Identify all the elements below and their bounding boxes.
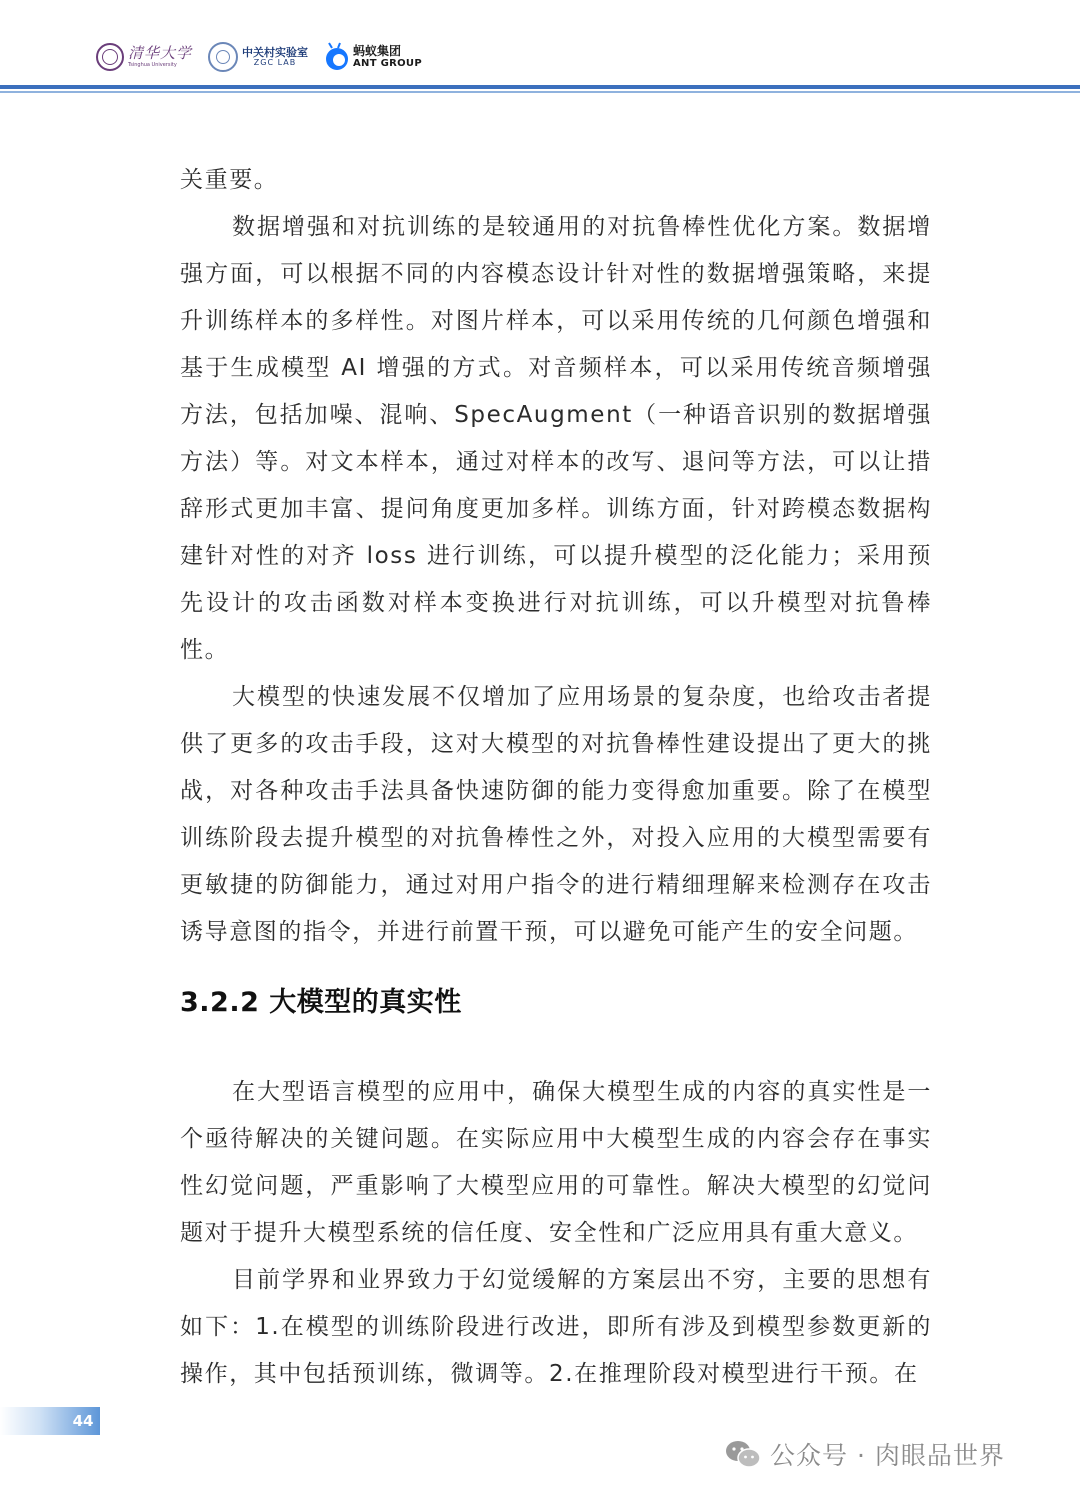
wechat-icon (724, 1439, 762, 1469)
ant-name: 蚂蚁集团 (353, 43, 402, 58)
page-header (0, 0, 1080, 100)
paragraph-hallucination-mitigation: 目前学界和业界致力于幻觉缓解的方案层出不穷，主要的思想有如下：1.在模型的训练阶段进行改进，即所有涉及到模型参数更新的操作，其中包括预训练，微调等。2.在推理阶段对模型进行干预。在 (180, 1267, 932, 1387)
section-heading: 3.2.2 大模型的真实性 (180, 987, 462, 1018)
header-rule-thin (0, 91, 1080, 93)
ant-group-logo (324, 42, 422, 72)
watermark (724, 1436, 1005, 1472)
page-number: 44 (72, 1412, 94, 1430)
ant-sub: ANT GROUP (353, 58, 422, 70)
watermark-text: 公众号 · 肉眼品世界 (770, 1441, 1005, 1470)
paragraph-continued: 关重要。 (180, 167, 279, 193)
tsinghua-sub: Tsinghua University (128, 62, 177, 68)
paragraph-truthfulness: 在大型语言模型的应用中，确保大模型生成的内容的真实性是一个亟待解决的关键问题。在实际应用中大模型生成的内容会存在事实性幻觉问题，严重影响了大模型应用的可靠性。解决大模型的幻觉问题对于提升大模型系统的信任度、安全性和广泛应用具有重大意义。 (180, 1079, 932, 1246)
header-rule-thick (0, 85, 1080, 89)
ant-icon (324, 42, 350, 72)
tsinghua-name: 清华大学 (128, 44, 193, 62)
zgc-seal-icon (208, 42, 238, 72)
zgc-sub: ZGC LAB (253, 57, 297, 67)
paragraph-defense: 大模型的快速发展不仅增加了应用场景的复杂度，也给攻击者提供了更多的攻击手段，这对大模型的对抗鲁棒性建设提出了更大的挑战，对各种攻击手法具备快速防御的能力变得愈加重要。除了在模型训练阶段去提升模型的对抗鲁棒性之外，对投入应用的大模型需要有更敏捷的防御能力，通过对用户指令的进行精细理解来检测存在攻击诱导意图的指令，并进行前置干预，可以避免可能产生的安全问题。 (180, 684, 932, 945)
logo-row (96, 36, 438, 78)
zgc-lab-logo (208, 42, 308, 72)
tsinghua-logo (96, 43, 192, 71)
tsinghua-seal-icon (96, 43, 124, 71)
zgc-name: 中关村实验室 (242, 45, 309, 59)
page-body (180, 157, 932, 1398)
paragraph-data-augmentation: 数据增强和对抗训练的是较通用的对抗鲁棒性优化方案。数据增强方面，可以根据不同的内容模态设计针对性的数据增强策略，来提升训练样本的多样性。对图片样本，可以采用传统的几何颜色增强和基于生成模型 AI 增强的方式。对音频样本，可以采用传统音频增强方法，包括加噪、混响、SpecAugment（一种语音识别的数据增强方法）等。对文本样本，通过对样本的改写、退问等方法，可以让措辞形式更加丰富、提问角度更加多样。训练方面，针对跨模态数据构建针对性的对齐 loss 进行训练，可以提升模型的泛化能力；采用预先设计的攻击函数对样本变换进行对抗训练，可以升模型对抗鲁棒性。 (180, 214, 932, 663)
